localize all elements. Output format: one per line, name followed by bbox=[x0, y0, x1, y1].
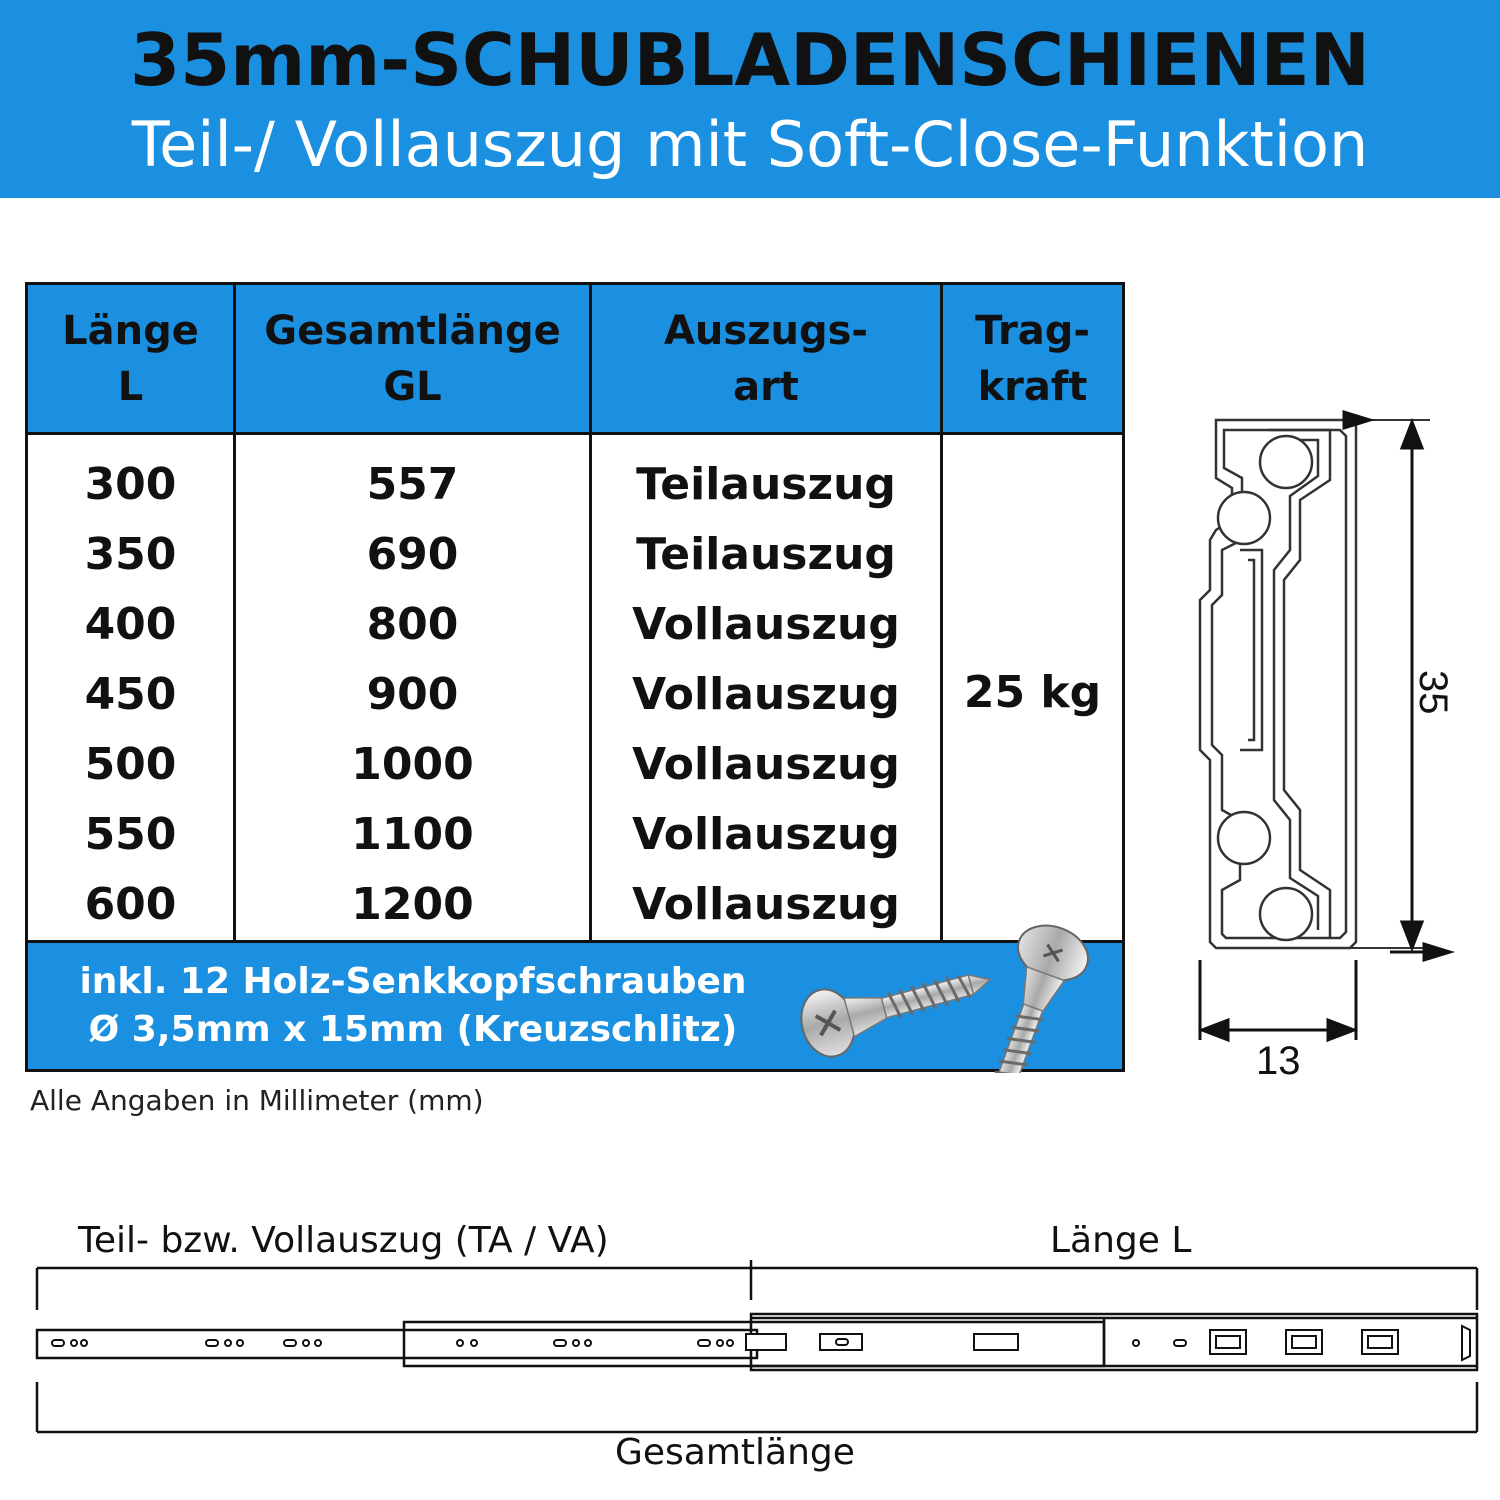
cell-total: 557 bbox=[366, 459, 459, 510]
header-type-line2: art bbox=[733, 364, 799, 410]
table-body bbox=[28, 435, 1122, 943]
screws-line1: inkl. 12 Holz-Senkkopfschrauben bbox=[79, 961, 747, 1002]
cell-type: Vollauszug bbox=[632, 669, 900, 720]
cell-type: Vollauszug bbox=[632, 739, 900, 790]
cell-type: Vollauszug bbox=[632, 809, 900, 860]
screws-line2: Ø 3,5mm x 15mm (Kreuzschlitz) bbox=[88, 1009, 738, 1050]
header-length bbox=[28, 285, 233, 432]
cell-total: 800 bbox=[366, 599, 459, 650]
cell-total: 690 bbox=[366, 529, 459, 580]
page-title: 35mm-SCHUBLADENSCHIENEN bbox=[130, 18, 1370, 102]
column-load-capacity bbox=[940, 435, 1122, 940]
cell-length: 350 bbox=[84, 529, 177, 580]
cell-type: Teilauszug bbox=[636, 459, 896, 510]
cell-total: 900 bbox=[366, 669, 459, 720]
spec-table bbox=[25, 282, 1125, 1072]
header-length-line2: L bbox=[117, 364, 144, 410]
cell-total: 1200 bbox=[351, 879, 474, 930]
cell-type: Teilauszug bbox=[636, 529, 896, 580]
table-header bbox=[28, 285, 1122, 435]
header-total-length bbox=[233, 285, 589, 432]
header-type-line1: Auszugs- bbox=[663, 308, 869, 354]
length-label: Länge L bbox=[1050, 1220, 1192, 1261]
units-note: Alle Angaben in Millimeter (mm) bbox=[30, 1084, 484, 1117]
header-total-line1: Gesamtlänge bbox=[264, 308, 561, 354]
rail-side-diagram bbox=[30, 1260, 1480, 1440]
cell-length: 500 bbox=[84, 739, 177, 790]
total-length-label: Gesamtlänge bbox=[615, 1432, 855, 1473]
screws-footer bbox=[28, 943, 1122, 1069]
title-banner bbox=[0, 0, 1500, 198]
cell-type: Vollauszug bbox=[632, 599, 900, 650]
page-subtitle: Teil-/ Vollauszug mit Soft-Close-Funktion bbox=[131, 108, 1369, 181]
header-total-line2: GL bbox=[383, 364, 442, 410]
cell-total: 1000 bbox=[351, 739, 474, 790]
header-extension-type bbox=[589, 285, 940, 432]
column-length bbox=[28, 435, 233, 940]
header-load-capacity bbox=[940, 285, 1122, 432]
cell-length: 400 bbox=[84, 599, 177, 650]
cell-load: 25 kg bbox=[963, 667, 1102, 718]
cell-length: 550 bbox=[84, 809, 177, 860]
profile-width-label: 13 bbox=[1256, 1039, 1301, 1083]
column-extension-type bbox=[589, 435, 940, 940]
cell-length: 450 bbox=[84, 669, 177, 720]
column-total-length bbox=[233, 435, 589, 940]
cell-type: Vollauszug bbox=[632, 879, 900, 930]
cell-length: 300 bbox=[84, 459, 177, 510]
cell-total: 1100 bbox=[351, 809, 474, 860]
profile-height-label: 35 bbox=[1411, 670, 1455, 715]
screws-image bbox=[788, 913, 1108, 1073]
header-load-line2: kraft bbox=[977, 364, 1088, 410]
cell-length: 600 bbox=[84, 879, 177, 930]
extension-label: Teil- bzw. Vollauszug (TA / VA) bbox=[78, 1220, 609, 1261]
header-load-line1: Trag- bbox=[975, 308, 1090, 354]
rail-profile-diagram bbox=[1180, 400, 1470, 1090]
header-length-line1: Länge bbox=[62, 308, 199, 354]
